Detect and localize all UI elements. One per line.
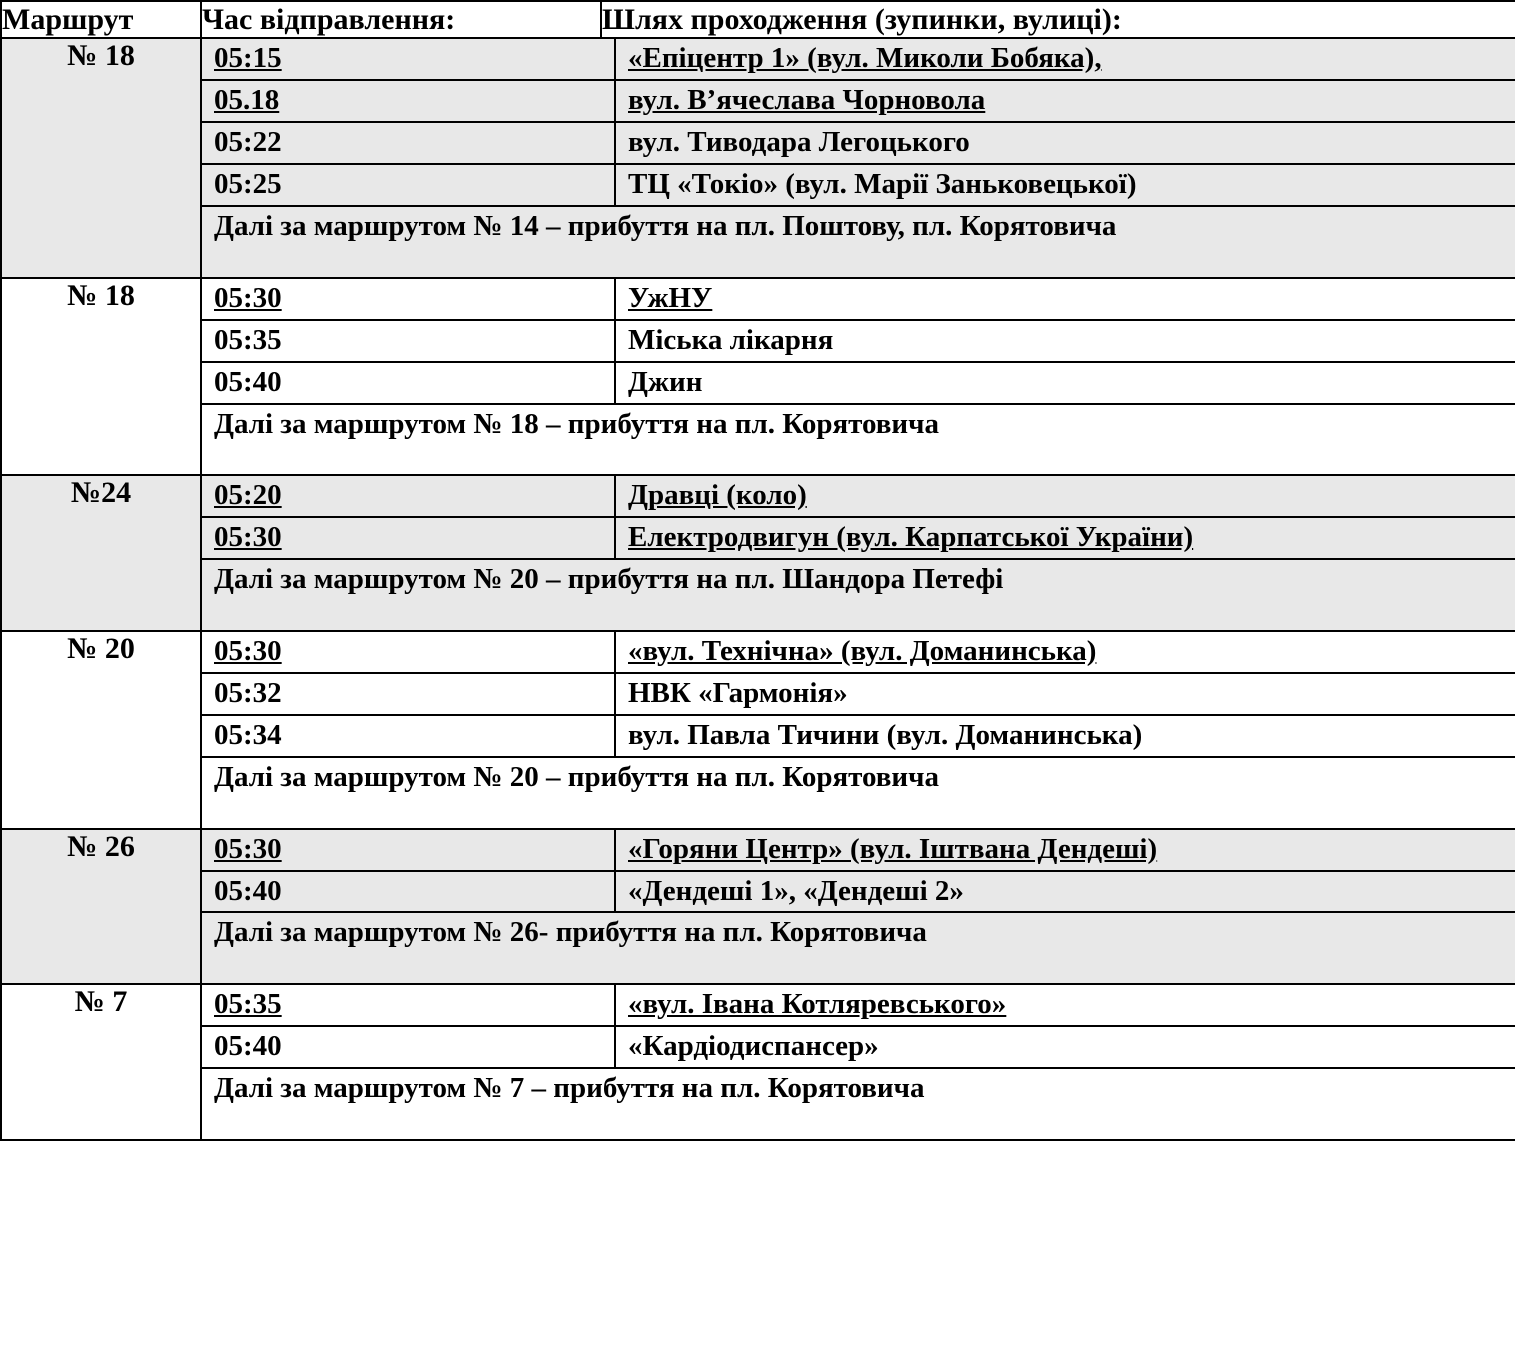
stops-table bbox=[202, 632, 1515, 828]
stops-table bbox=[202, 985, 1515, 1139]
route-note-row bbox=[202, 1068, 1515, 1139]
route-details-cell bbox=[201, 475, 1515, 631]
route-note: Далі за маршрутом № 26- прибуття на пл. Корятовича bbox=[214, 916, 927, 949]
stop-path: вул. Тиводара Легоцького bbox=[615, 122, 1515, 164]
route-details-cell bbox=[201, 984, 1515, 1140]
stop-row bbox=[202, 830, 1515, 871]
departure-time: 05:40 bbox=[202, 871, 615, 913]
stop-path: «Дендеші 1», «Дендеші 2» bbox=[615, 871, 1515, 913]
stop-path: Дравці (коло) bbox=[615, 476, 1515, 517]
stop-row bbox=[202, 476, 1515, 517]
route-note-row bbox=[202, 206, 1515, 277]
departure-time: 05.18 bbox=[202, 80, 615, 122]
stops-table bbox=[202, 830, 1515, 984]
schedule-body bbox=[1, 1, 1515, 1140]
route-details-cell bbox=[201, 829, 1515, 985]
route-number-cell: № 18 bbox=[1, 278, 201, 476]
stop-path: «Горяни Центр» (вул. Іштвана Дендеші) bbox=[615, 830, 1515, 871]
stop-path: НВК «Гармонія» bbox=[615, 673, 1515, 715]
departure-time: 05:30 bbox=[202, 517, 615, 559]
stop-row bbox=[202, 39, 1515, 80]
route-note: Далі за маршрутом № 7 – прибуття на пл. Корятовича bbox=[214, 1072, 925, 1105]
route-number-cell: № 26 bbox=[1, 829, 201, 985]
stop-row bbox=[202, 673, 1515, 715]
stops-table bbox=[202, 39, 1515, 276]
header-path: Шлях проходження (зупинки, вулиці): bbox=[601, 1, 1515, 38]
header-route: Маршрут bbox=[1, 1, 201, 38]
stop-path: «Кардіодиспансер» bbox=[615, 1026, 1515, 1068]
stop-row bbox=[202, 279, 1515, 320]
route-block-row bbox=[1, 38, 1515, 277]
route-details-cell bbox=[201, 38, 1515, 277]
stop-row bbox=[202, 122, 1515, 164]
departure-time: 05:30 bbox=[202, 830, 615, 871]
stop-row bbox=[202, 1026, 1515, 1068]
route-note-row bbox=[202, 404, 1515, 475]
route-block-row bbox=[1, 278, 1515, 476]
stop-row bbox=[202, 985, 1515, 1026]
departure-time: 05:25 bbox=[202, 164, 615, 206]
route-note-row bbox=[202, 912, 1515, 983]
departure-time: 05:22 bbox=[202, 122, 615, 164]
stop-path: УжНУ bbox=[615, 279, 1515, 320]
route-number-cell: №24 bbox=[1, 475, 201, 631]
route-note: Далі за маршрутом № 20 – прибуття на пл. Корятовича bbox=[214, 760, 939, 793]
route-details-cell bbox=[201, 278, 1515, 476]
stop-row bbox=[202, 517, 1515, 559]
route-block-row bbox=[1, 829, 1515, 985]
table-header-row bbox=[1, 1, 1515, 38]
stop-row bbox=[202, 632, 1515, 673]
departure-time: 05:40 bbox=[202, 1026, 615, 1068]
stop-row bbox=[202, 871, 1515, 913]
route-note-row bbox=[202, 559, 1515, 630]
stop-path: Міська лікарня bbox=[615, 320, 1515, 362]
route-block-row bbox=[1, 475, 1515, 631]
departure-time: 05:34 bbox=[202, 715, 615, 757]
route-note: Далі за маршрутом № 14 – прибуття на пл. Поштову, пл. Корятовича bbox=[214, 209, 1117, 242]
stop-row bbox=[202, 320, 1515, 362]
stop-path: «Епіцентр 1» (вул. Миколи Бобяка), bbox=[615, 39, 1515, 80]
route-block-row bbox=[1, 984, 1515, 1140]
route-block-row bbox=[1, 631, 1515, 829]
stop-path: вул. В’ячеслава Чорновола bbox=[615, 80, 1515, 122]
stop-path: «вул. Івана Котляревського» bbox=[615, 985, 1515, 1026]
stop-row bbox=[202, 362, 1515, 404]
route-note-row bbox=[202, 757, 1515, 828]
stop-path: Джин bbox=[615, 362, 1515, 404]
route-details-cell bbox=[201, 631, 1515, 829]
departure-time: 05:40 bbox=[202, 362, 615, 404]
stop-row bbox=[202, 80, 1515, 122]
stop-path: ТЦ «Токіо» (вул. Марії Заньковецької) bbox=[615, 164, 1515, 206]
departure-time: 05:30 bbox=[202, 632, 615, 673]
stop-path: Електродвигун (вул. Карпатської України) bbox=[615, 517, 1515, 559]
header-departure-time: Час відправлення: bbox=[201, 1, 601, 38]
route-note: Далі за маршрутом № 18 – прибуття на пл. Корятовича bbox=[214, 407, 939, 440]
departure-time: 05:32 bbox=[202, 673, 615, 715]
stop-path: «вул. Технічна» (вул. Доманинська) bbox=[615, 632, 1515, 673]
stop-row bbox=[202, 715, 1515, 757]
route-number-cell: № 7 bbox=[1, 984, 201, 1140]
departure-time: 05:35 bbox=[202, 985, 615, 1026]
route-number-cell: № 20 bbox=[1, 631, 201, 829]
stop-path: вул. Павла Тичини (вул. Доманинська) bbox=[615, 715, 1515, 757]
stop-row bbox=[202, 164, 1515, 206]
departure-time: 05:15 bbox=[202, 39, 615, 80]
departure-time: 05:30 bbox=[202, 279, 615, 320]
route-number-cell: № 18 bbox=[1, 38, 201, 277]
route-note: Далі за маршрутом № 20 – прибуття на пл. Шандора Петефі bbox=[214, 563, 1004, 596]
departure-time: 05:35 bbox=[202, 320, 615, 362]
stops-table bbox=[202, 476, 1515, 630]
stops-table bbox=[202, 279, 1515, 475]
departure-time: 05:20 bbox=[202, 476, 615, 517]
